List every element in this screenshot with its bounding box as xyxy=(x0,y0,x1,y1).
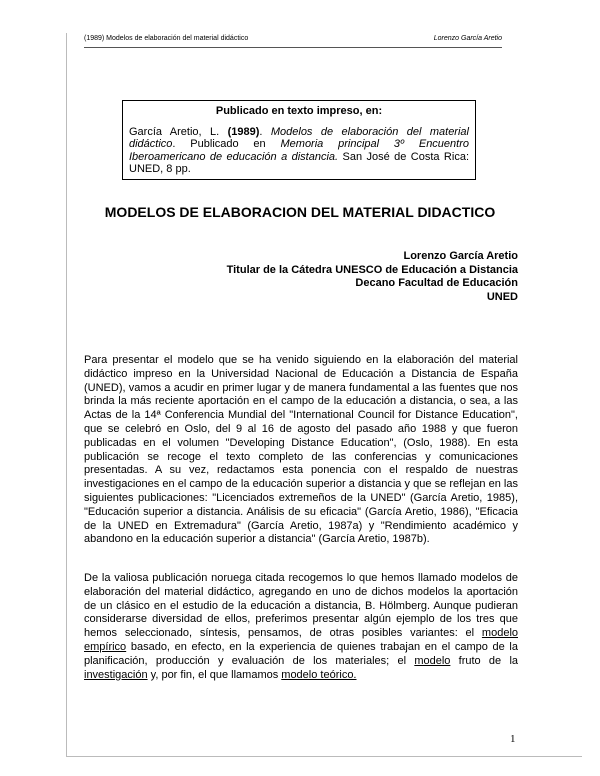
term-modelo: modelo xyxy=(414,654,451,667)
p2-text-3: fruto de la xyxy=(450,654,519,667)
ref-year: (1989) xyxy=(227,125,260,138)
paragraph-2 xyxy=(84,572,518,682)
publication-box xyxy=(122,100,476,180)
ref-end: San José de Costa Rica: UNED, 8 pp. xyxy=(129,150,469,175)
author-role-chair: Titular de la Cátedra UNESCO de Educación a Distancia xyxy=(226,263,518,276)
author-block xyxy=(227,250,518,304)
header-author: Lorenzo García Aretio xyxy=(433,35,502,42)
p2-text-4: y, por fin, el que llamamos xyxy=(147,668,282,681)
ref-mid: . Publicado en xyxy=(172,138,281,150)
term-modelo-empirico: modelo empírico xyxy=(84,627,518,653)
publication-reference xyxy=(129,126,469,176)
document-title: MODELOS DE ELABORACION DEL MATERIAL DIDACTICO xyxy=(104,204,496,220)
ref-source: Memoria principal 3º Encuentro Iberoamericano de educación a distancia. xyxy=(129,138,469,163)
p2-text-2: basado, en efecto, en la experiencia de quienes trabajan en el campo de la planificación, producción y evaluación de los materiales; el xyxy=(84,640,518,667)
publication-box-title: Publicado en texto impreso, en: xyxy=(215,105,383,117)
running-header xyxy=(84,33,502,48)
term-investigacion: investigación xyxy=(84,668,148,681)
term-modelo-teorico: modelo teórico. xyxy=(281,668,357,681)
p2-text-1: De la valiosa publicación noruega citada recogemos lo que hemos llamado modelos de elaboración del material didáctico, agregando en uno de dichos modelos la aportación de un clásico en el estudio de la educación a distancia, B. Hölmberg. Aunque pudieran considerarse diversidad de ellos, preferimos presentar algún ejemplo de los tres que hemos seleccionado, síntesis, pensamos, de otras posibles variantes: el xyxy=(84,572,518,640)
paragraph-1: Para presentar el modelo que se ha venido siguiendo en la elaboración del material didáctico impreso en la Universidad Nacional de Educación a Distancia de España (UNED), vamos a acudir en primer lugar y de manera fundamental a las fuentes que nos brinda la más reciente aportación en el campo de la educación a distancia, o sea, a las Actas de la 14ª Conferencia Mundial del "International Council for Distance Education", que se celebró en Oslo, del 9 al 16 de agosto del pasado año 1988 y que fueron publicadas en el volumen "Developing Distance Education", (Oslo, 1988). En esta publicación se recoge el texto completo de las conferencias y comunicaciones presentadas. A su vez, redactamos esta ponencia con el respaldo de nuestras investigaciones en el campo de la educación superior a distancia y que se reflejan en las siguientes publicaciones: "Licenciados extremeños de la UNED" (García Aretio, 1985), "Educación superior a distancia. Análisis de su eficacia" (García Aretio, 1986), "Eficacia de la UNED en Extremadura" (García Aretio, 1987a) y "Rendimiento académico y abandono en la educación superior a distancia" (García Aretio, 1987b). xyxy=(84,354,518,546)
header-title: (1989) Modelos de elaboración del material didáctico xyxy=(84,35,249,42)
ref-sep: . xyxy=(259,125,271,138)
author-org: UNED xyxy=(486,290,518,303)
author-role-dean: Decano Facultad de Educación xyxy=(355,277,518,289)
ref-work: Modelos de elaboración del material didáctico xyxy=(129,125,469,150)
ref-author: García Aretio, L. xyxy=(129,125,228,138)
page-number: 1 xyxy=(510,733,516,745)
author-name: Lorenzo García Aretio xyxy=(403,250,518,262)
